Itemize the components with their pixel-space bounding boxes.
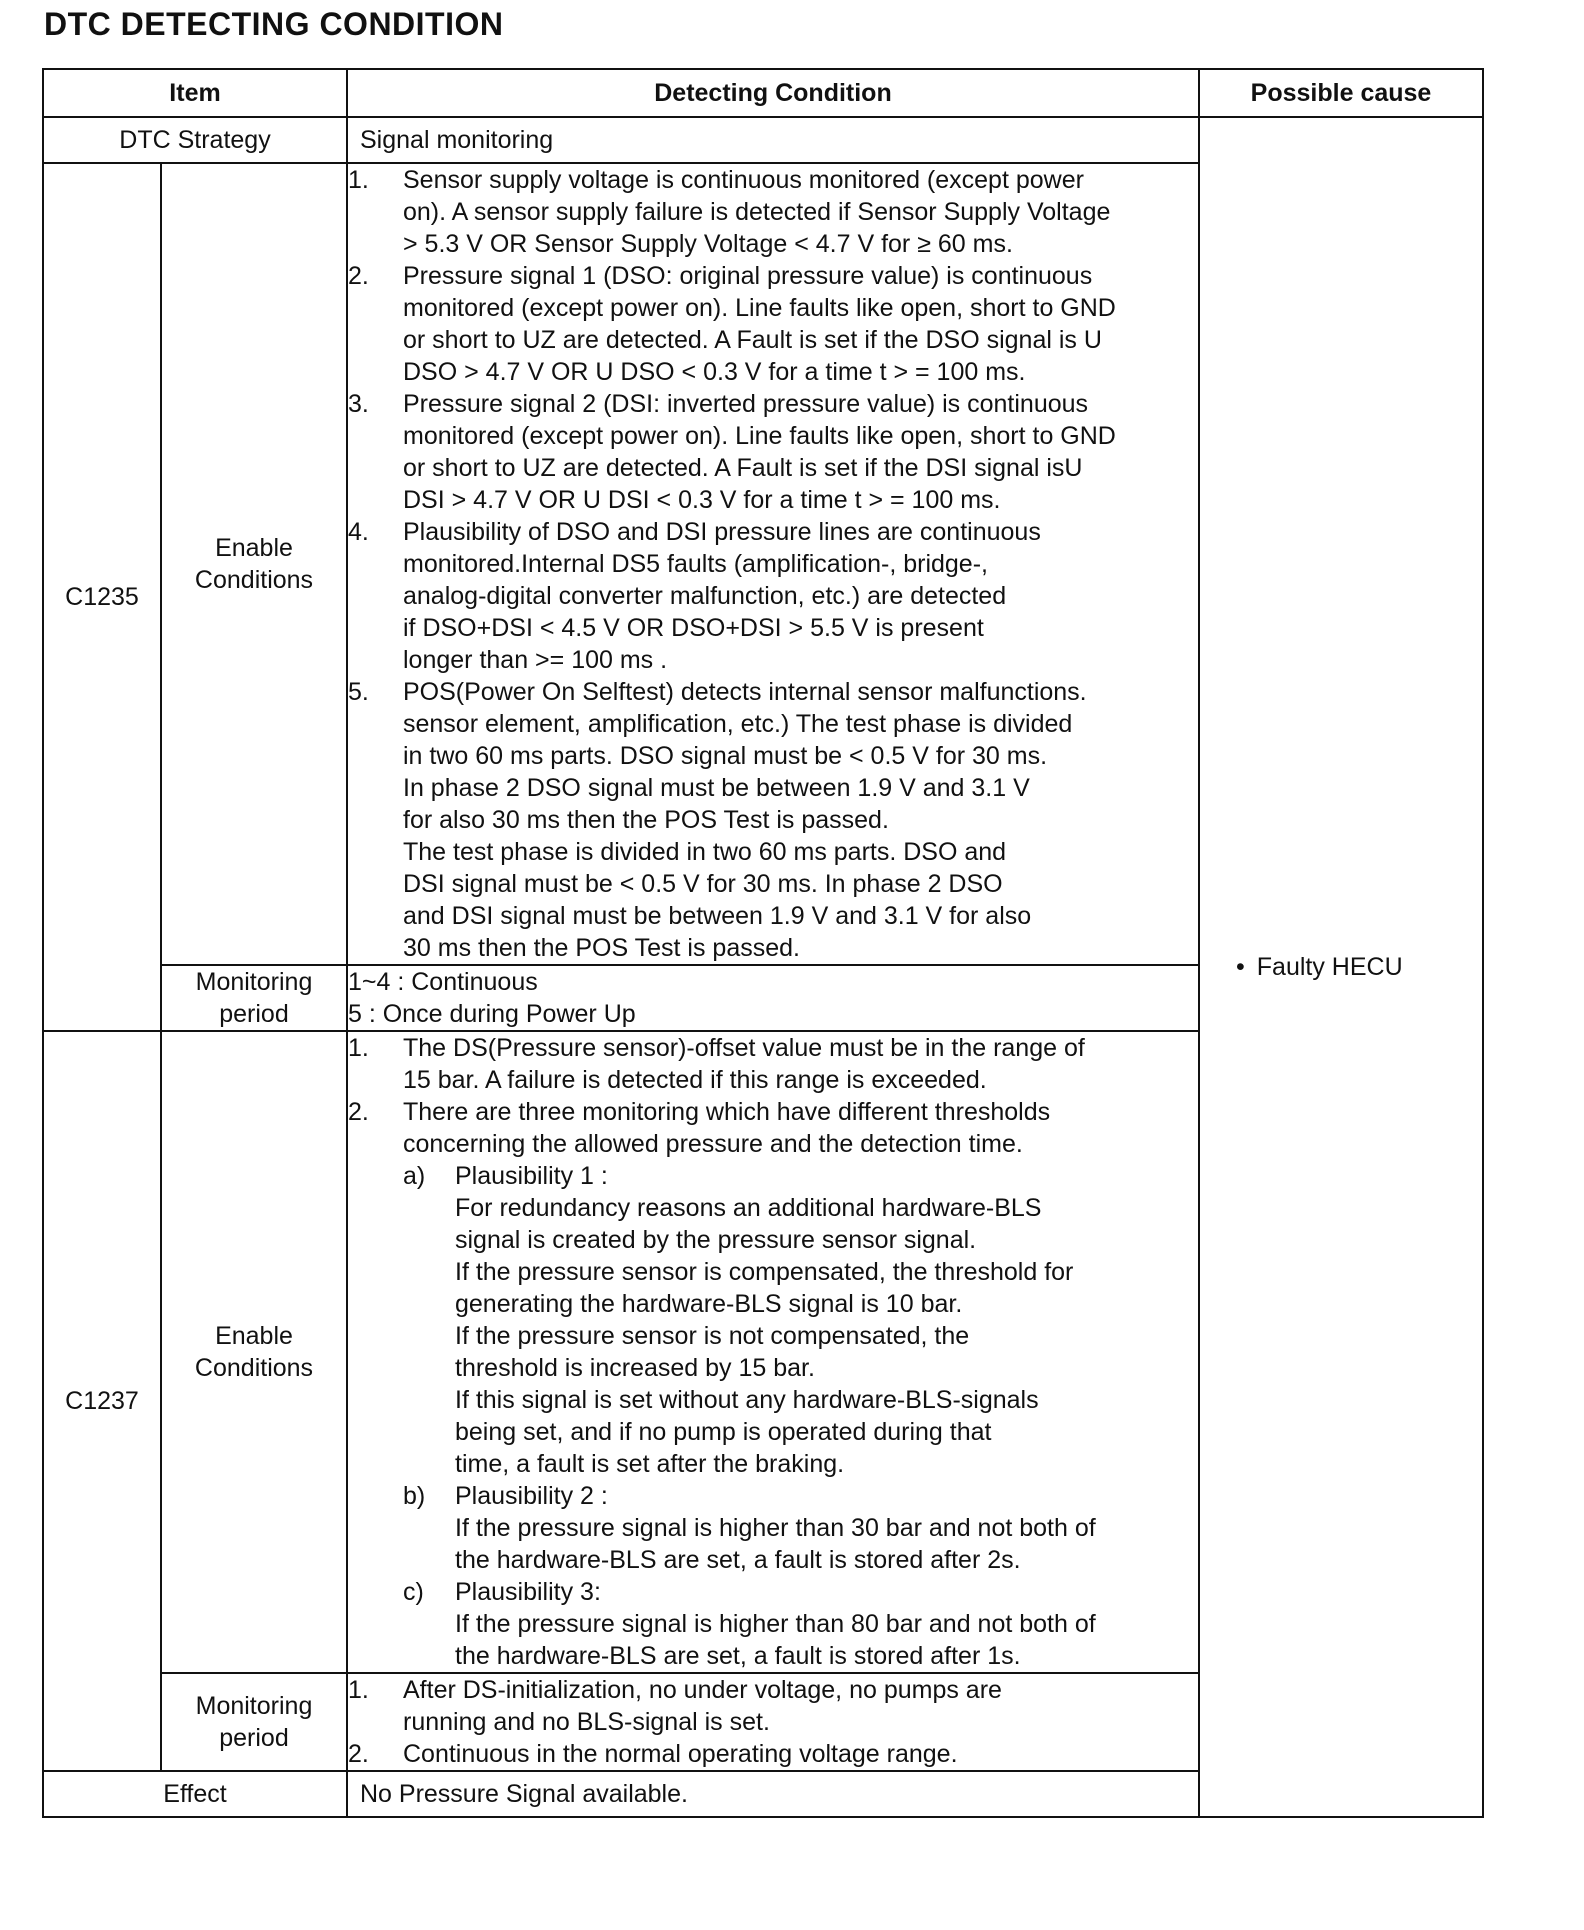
dtc-strategy-label: DTC Strategy [43,117,347,163]
text-line: DSI signal must be < 0.5 V for 30 ms. In phase 2 DSO [403,870,1003,898]
label-line: Enable [215,534,293,562]
text-line: Sensor supply voltage is continuous monitored (except power [403,166,1084,194]
text-line: In phase 2 DSO signal must be between 1.9 V and 3.1 V [403,774,1030,802]
text-line: generating the hardware-BLS signal is 10 bar. [455,1290,963,1318]
text-line: or short to UZ are detected. A Fault is set if the DSO signal is U [403,326,1102,354]
text-line: being set, and if no pump is operated during that [455,1418,992,1446]
list-letter: a) [403,1162,426,1190]
header-item: Item [43,69,347,117]
text-line: longer than >= 100 ms . [403,646,668,674]
possible-cause-text: Faulty HECU [1256,953,1403,981]
list-item [348,1096,1198,1672]
text-line: time, a fault is set after the braking. [455,1450,845,1478]
list-number: 1. [348,166,369,194]
text-line: Continuous in the normal operating voltage range. [403,1740,958,1768]
text-line: 1~4 : Continuous [348,968,538,996]
sub-list-item [403,1576,1198,1672]
monitoring-period-label [161,1673,347,1771]
text-line: Plausibility of DSO and DSI pressure lines are continuous [403,518,1041,546]
label-line: Conditions [194,566,314,594]
list-number: 4. [348,518,369,546]
list-item [348,1032,1198,1096]
bullet-icon: • [1236,953,1245,981]
text-line: If this signal is set without any hardware-BLS-signals [455,1386,1039,1414]
list-number: 2. [348,1098,369,1126]
text-line: monitored.Internal DS5 faults (amplification-, bridge-, [403,550,988,578]
effect-value: No Pressure Signal available. [347,1771,1199,1817]
text-line: If the pressure signal is higher than 80 bar and not both of [455,1610,1096,1638]
text-line: For redundancy reasons an additional hardware-BLS [455,1194,1042,1222]
text-line: If the pressure sensor is not compensated, the [455,1322,970,1350]
list-letter: c) [403,1578,424,1606]
enable-conditions-label [161,1031,347,1673]
text-line: in two 60 ms parts. DSO signal must be < 0.5 V for 30 ms. [403,742,1048,770]
text-line: If the pressure sensor is compensated, the threshold for [455,1258,1074,1286]
list-number: 3. [348,390,369,418]
header-detecting-condition: Detecting Condition [347,69,1199,117]
text-line: if DSO+DSI < 4.5 V OR DSO+DSI > 5.5 V is present [403,614,984,642]
table-row [43,117,1483,163]
dtc-strategy-value: Signal monitoring [347,117,1199,163]
label-line: Monitoring [195,1692,313,1720]
text-line: sensor element, amplification, etc.) The test phase is divided [403,710,1073,738]
text-line: or short to UZ are detected. A Fault is set if the DSI signal isU [403,454,1083,482]
text-line: If the pressure signal is higher than 30 bar and not both of [455,1514,1096,1542]
list-number: 5. [348,678,369,706]
label-line: Enable [215,1322,293,1350]
list-item [348,1674,1198,1738]
text-line: POS(Power On Selftest) detects internal sensor malfunctions. [403,678,1087,706]
text-line: on). A sensor supply failure is detected if Sensor Supply Voltage [403,198,1111,226]
dtc-code-c1237: C1237 [43,1031,161,1771]
label-line: period [219,1000,289,1028]
c1237-monitoring-period [347,1673,1199,1771]
text-line: The test phase is divided in two 60 ms parts. DSO and [403,838,1007,866]
enable-conditions-label [161,163,347,965]
c1235-monitoring-period [347,965,1199,1031]
possible-cause-cell [1199,117,1483,1817]
list-item [348,516,1198,676]
c1235-enable-conditions [347,163,1199,965]
list-item [348,260,1198,388]
text-line: DSO > 4.7 V OR U DSO < 0.3 V for a time t > = 100 ms. [403,358,1026,386]
text-line: > 5.3 V OR Sensor Supply Voltage < 4.7 V for ≥ 60 ms. [403,230,1013,258]
c1237-enable-conditions [347,1031,1199,1673]
text-line: running and no BLS-signal is set. [403,1708,770,1736]
text-line: the hardware-BLS are set, a fault is stored after 2s. [455,1546,1021,1574]
text-line: for also 30 ms then the POS Test is passed. [403,806,889,834]
sub-list-item [403,1480,1198,1576]
list-item [348,164,1198,260]
text-line: DSI > 4.7 V OR U DSI < 0.3 V for a time t > = 100 ms. [403,486,1001,514]
label-line: period [219,1724,289,1752]
text-line: There are three monitoring which have different thresholds [403,1098,1051,1126]
sub-list-item [403,1160,1198,1480]
text-line: Plausibility 1 : [455,1162,608,1190]
list-item [348,388,1198,516]
effect-label: Effect [43,1771,347,1817]
text-line: threshold is increased by 15 bar. [455,1354,815,1382]
dtc-code-c1235: C1235 [43,163,161,1031]
text-line: Pressure signal 1 (DSO: original pressure value) is continuous [403,262,1093,290]
text-line: and DSI signal must be between 1.9 V and 3.1 V for also [403,902,1032,930]
text-line: Plausibility 2 : [455,1482,608,1510]
list-number: 1. [348,1676,369,1704]
list-item [348,1738,1198,1770]
text-line: monitored (except power on). Line faults like open, short to GND [403,422,1116,450]
label-line: Monitoring [195,968,313,996]
text-line: concerning the allowed pressure and the detection time. [403,1130,1023,1158]
list-number: 1. [348,1034,369,1062]
text-line: analog-digital converter malfunction, etc.) are detected [403,582,1007,610]
text-line: Plausibility 3: [455,1578,601,1606]
text-line: 15 bar. A failure is detected if this range is exceeded. [403,1066,987,1094]
list-number: 2. [348,1740,369,1768]
text-line: monitored (except power on). Line faults like open, short to GND [403,294,1116,322]
table-header-row [43,69,1483,117]
text-line: 5 : Once during Power Up [348,1000,636,1028]
list-number: 2. [348,262,369,290]
monitoring-period-label [161,965,347,1031]
text-line: Pressure signal 2 (DSI: inverted pressure value) is continuous [403,390,1089,418]
header-possible-cause: Possible cause [1199,69,1483,117]
text-line: signal is created by the pressure sensor signal. [455,1226,977,1254]
page-title: DTC DETECTING CONDITION [44,6,504,42]
dtc-condition-table [42,68,1484,1818]
list-item [348,676,1198,964]
text-line: 30 ms then the POS Test is passed. [403,934,800,962]
text-line: the hardware-BLS are set, a fault is stored after 1s. [455,1642,1021,1670]
text-line: After DS-initialization, no under voltage, no pumps are [403,1676,1002,1704]
text-line: The DS(Pressure sensor)-offset value must be in the range of [403,1034,1085,1062]
label-line: Conditions [194,1354,314,1382]
list-letter: b) [403,1482,426,1510]
